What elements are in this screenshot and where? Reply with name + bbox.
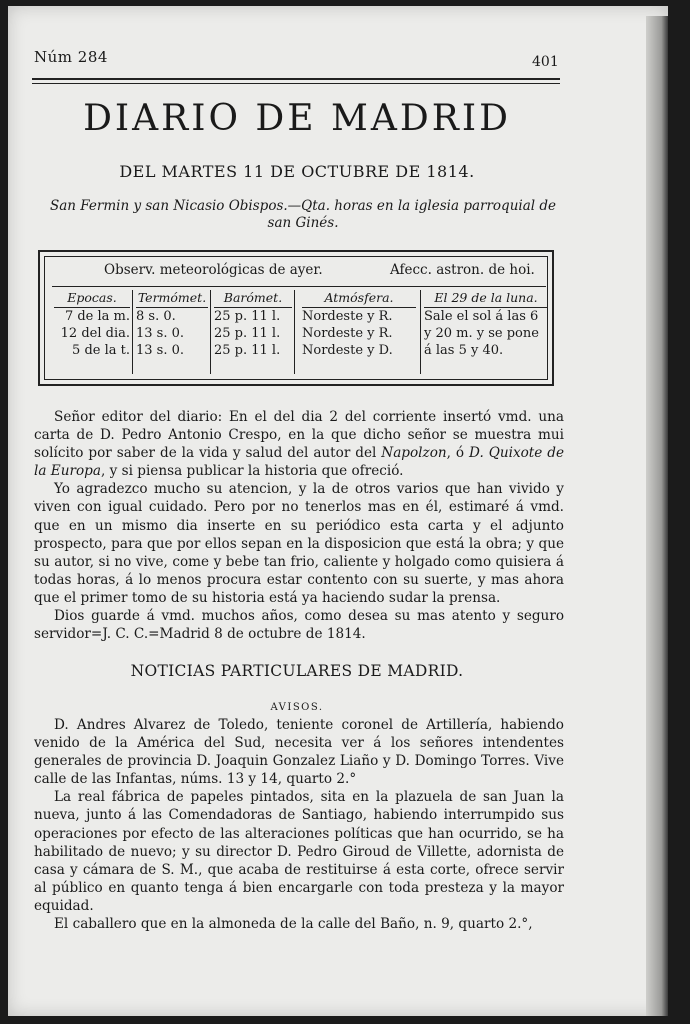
notices <box>34 716 564 933</box>
masthead-title: DIARIO DE MADRID <box>83 98 511 139</box>
table-cell: 13 s. 0. <box>136 326 185 341</box>
column-separator <box>210 290 211 374</box>
book-title: Napolzon <box>381 445 447 462</box>
section-title: NOTICIAS PARTICULARES DE MADRID. <box>130 662 464 680</box>
astronomy-heading: Afecc. astron. de hoi. <box>390 262 535 278</box>
notice-paragraph: D. Andres Alvarez de Toledo, teniente coronel de Artillería, habiendo venido de la América del Sud, necesita ver á los señores intendentes generales de provincia D. Joaquin Gonzalez Liaño y D. Domingo Torres. Vive calle de las Infantas, núms. 13 y 14, quarto 2.° <box>34 717 564 788</box>
notice-paragraph: La real fábrica de papeles pintados, sita en la plazuela de san Juan la nueva, junto á las Comendadoras de Santiago, habiendo interrumpido sus operaciones por efecto de las alteraciones políticas que han ocurrido, se ha habilitado de nuevo; y su director D. Pedro Giroud de Villette, adornista de casa y cámara de S. M., que acaba de restituirse á esta corte, ofrece servir al público en quanto tenga á bien encargarle con toda presteza y la mayor equidad. <box>34 789 564 914</box>
column-header: Termómet. <box>136 290 208 308</box>
header-rule-thin <box>32 83 560 84</box>
issue-number: Núm 284 <box>34 48 108 66</box>
table-cell: 12 del dia. <box>60 326 130 341</box>
column-header: Barómet. <box>214 290 292 308</box>
meteorology-table <box>38 250 554 386</box>
atmosfera-column <box>302 290 416 359</box>
saints-of-the-day: San Fermin y san Nicasio Obispos.—Qta. horas en la iglesia parroquial de san Ginés. <box>49 198 556 231</box>
book-title: D. Quixote de la Europa <box>34 445 564 480</box>
page-number: 401 <box>532 54 559 70</box>
barometro-column <box>214 290 292 359</box>
table-cell: á las 5 y 40. <box>424 343 504 358</box>
table-cell: 8 s. 0. <box>136 309 176 324</box>
issue-date: DEL MARTES 11 DE OCTUBRE DE 1814. <box>119 162 475 181</box>
column-header: El 29 de la luna. <box>424 290 548 308</box>
table-divider <box>52 286 546 287</box>
notice-paragraph: El caballero que en la almoneda de la calle del Baño, n. 9, quarto 2.°, <box>54 916 533 933</box>
letter-to-editor <box>34 408 564 643</box>
table-cell: Sale el sol á las 6 <box>424 309 539 324</box>
table-cell: 5 de la t. <box>72 343 130 358</box>
termometro-column <box>136 290 208 359</box>
table-cell: y 20 m. y se pone <box>424 326 539 341</box>
epocas-column <box>54 290 130 359</box>
letter-paragraph: Yo agradezco mucho su atencion, y la de otros varios que han vivido y viven con igual cuidado. Pero por no tenerlos mas en él, estimaré á vmd. que en un mismo dia inserte en su periódico esta carta y el adjunto prospecto, para que por ellos sepan en la disposicion que está la obra; y que su autor, si no vive, come y bebe tan frio, caliente y holgado como quisiera á todas horas, á lo menos procura estar contento con su suerte, y mas ahora que el primer tomo de su historia está ya haciendo sudar la prensa. <box>34 481 564 606</box>
luna-column <box>424 290 548 359</box>
column-separator <box>294 290 295 374</box>
letter-text: Señor editor del diario: En el del dia 2 del corriente insertó vmd. una carta de D. Pedro Antonio Crespo, en la que dicho señor se muestra mui solícito por saber de la vida y salud del autor del <box>34 409 564 462</box>
table-cell: 25 p. 11 l. <box>214 326 281 341</box>
table-cell: Nordeste y D. <box>302 343 393 358</box>
letter-text: , y si piensa publicar la historia que ofreció. <box>100 463 404 480</box>
column-header: Atmósfera. <box>302 290 416 308</box>
meteorology-heading: Observ. meteorológicas de ayer. <box>104 262 323 278</box>
table-cell: 25 p. 11 l. <box>214 343 281 358</box>
letter-text: , ó <box>446 445 470 462</box>
table-cell: Nordeste y R. <box>302 326 393 341</box>
table-cell: 7 de la m. <box>64 309 130 324</box>
column-separator <box>132 290 133 374</box>
table-cell: Nordeste y R. <box>302 309 393 324</box>
newspaper-page <box>8 6 668 1016</box>
letter-signature: Dios guarde á vmd. muchos años, como desea su mas atento y seguro servidor=J. C. C.=Madrid 8 de octubre de 1814. <box>34 608 564 643</box>
subsection-title: AVISOS. <box>270 702 324 713</box>
letter-paragraph <box>34 408 564 480</box>
column-separator <box>420 290 421 374</box>
column-header: Epocas. <box>54 290 130 308</box>
page-edge-shadow <box>646 16 668 1016</box>
table-cell: 25 p. 11 l. <box>214 309 281 324</box>
table-cell: 13 s. 0. <box>136 343 185 358</box>
header-rule-thick <box>32 78 560 80</box>
